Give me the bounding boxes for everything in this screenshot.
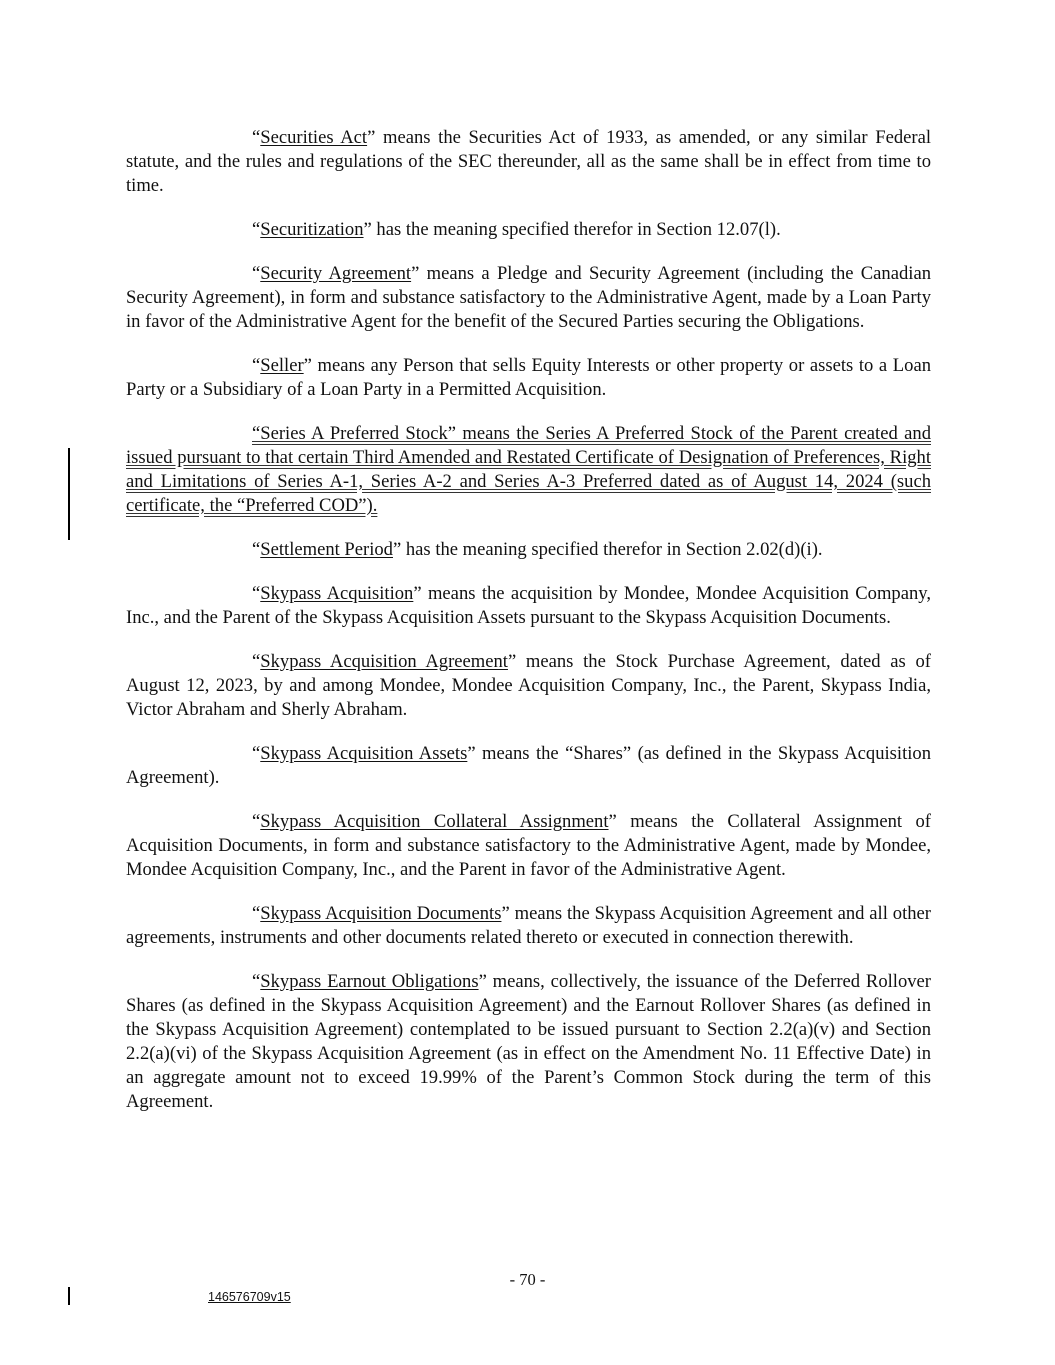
definition-series-a-preferred-stock (126, 422, 931, 518)
change-bar (68, 448, 70, 540)
defined-term: Security Agreement (260, 263, 412, 284)
defined-term: Skypass Acquisition Agreement (260, 651, 508, 672)
definition-settlement-period: “Settlement Period” has the meaning specified therefor in Section 2.02(d)(i). (252, 539, 823, 560)
defined-term: Skypass Acquisition Assets (260, 743, 468, 764)
definition-security-agreement: “Security Agreement” means a Pledge and Security Agreement (including the Canadian Security Agreement), in form and substance satisfactory to the Administrative Agent, made by a Loan Party in favor of the Administrative Agent for the benefit of the Secured Parties securing the Obligations. (126, 263, 931, 332)
definition-skypass-acquisition: “Skypass Acquisition” means the acquisition by Mondee, Mondee Acquisition Company, Inc., and the Parent of the Skypass Acquisition Assets pursuant to the Skypass Acquisition Documents. (126, 583, 931, 628)
defined-term: Settlement Period (260, 539, 393, 560)
definition-skypass-acquisition-agreement: “Skypass Acquisition Agreement” means the Stock Purchase Agreement, dated as of August 12, 2023, by and among Mondee, Mondee Acquisition Company, Inc., the Parent, Skypass India, Victor Abraham and Sherly Abraham. (126, 651, 931, 720)
defined-term: Skypass Acquisition Collateral Assignment (260, 811, 609, 832)
defined-term: Seller (260, 355, 304, 376)
definition-skypass-acquisition-documents: “Skypass Acquisition Documents” means the Skypass Acquisition Agreement and all other agreements, instruments and other documents related thereto or executed in connection therewith. (126, 903, 931, 948)
defined-term: Securitization (260, 219, 364, 240)
document-id: 146576709v15 (208, 1290, 291, 1304)
defined-term: Skypass Acquisition Documents (260, 903, 502, 924)
page-number: - 70 - (509, 1270, 546, 1289)
definition-securitization: “Securitization” has the meaning specified therefor in Section 12.07(l). (252, 219, 781, 240)
change-bar (68, 1287, 70, 1305)
inserted-text: “Series A Preferred Stock” means the Series A Preferred Stock of the Parent created and issued pursuant to that certain Third Amended and Restated Certificate of Designation of Preferences, Right and Limitations of Series A-1, Series A-2 and Series A-3 Preferred dated as of August 14, 2024 (such certificate, the “Preferred COD”). (126, 423, 931, 516)
defined-term: Skypass Acquisition (260, 583, 414, 604)
defined-term: Securities Act (260, 127, 368, 148)
definition-skypass-earnout-obligations: “Skypass Earnout Obligations” means, collectively, the issuance of the Deferred Rollover Shares (as defined in the Skypass Acquisition Agreement) and the Earnout Rollover Shares (as defined in the Skypass Acquisition Agreement) contemplated to be issued pursuant to Section 2.2(a)(v) and Section 2.2(a)(vi) of the Skypass Acquisition Agreement (as in effect on the Amendment No. 11 Effective Date) in an aggregate amount not to exceed 19.99% of the Parent’s Common Stock during the term of this Agreement. (126, 971, 931, 1112)
definition-securities-act: “Securities Act” means the Securities Act of 1933, as amended, or any similar Federal statute, and the rules and regulations of the SEC thereunder, all as the same shall be in effect from time to time. (126, 127, 931, 196)
defined-term: Skypass Earnout Obligations (260, 971, 479, 992)
definition-skypass-acquisition-assets: “Skypass Acquisition Assets” means the “Shares” (as defined in the Skypass Acquisition Agreement). (126, 743, 931, 788)
definition-seller: “Seller” means any Person that sells Equity Interests or other property or assets to a Loan Party or a Subsidiary of a Loan Party in a Permitted Acquisition. (126, 355, 931, 400)
document-body (126, 126, 931, 1114)
definition-skypass-acquisition-collateral-assignment: “Skypass Acquisition Collateral Assignment” means the Collateral Assignment of Acquisition Documents, in form and substance satisfactory to the Administrative Agent, made by Mondee, Mondee Acquisition Company, Inc., and the Parent in favor of the Administrative Agent. (126, 811, 931, 880)
